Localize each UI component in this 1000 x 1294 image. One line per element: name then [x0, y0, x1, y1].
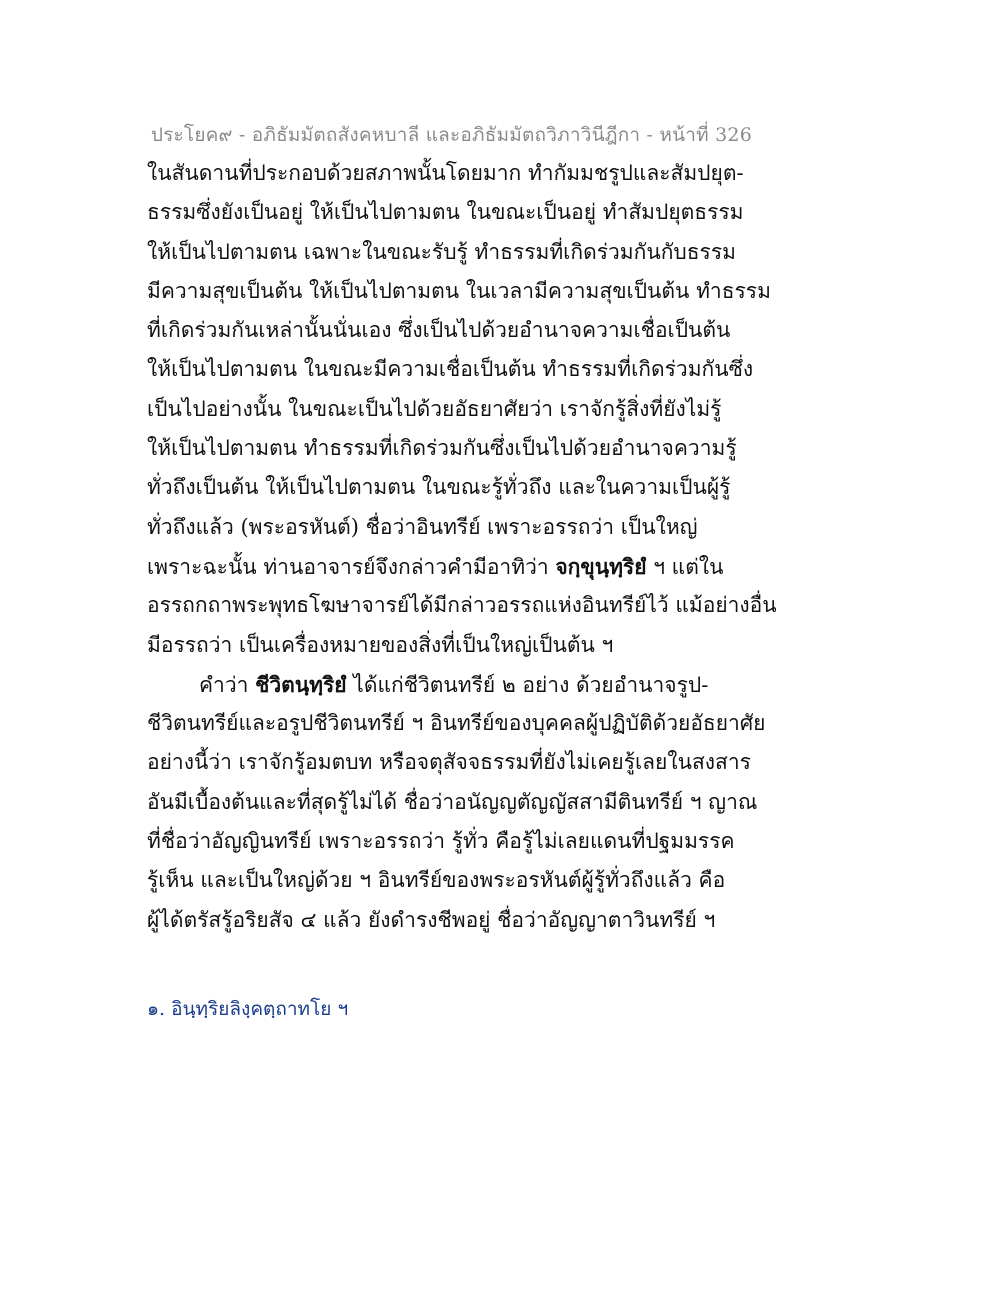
text-line: เป็นไปอย่างนั้น ในขณะเป็นไปด้วยอัธยาศัยว่า เราจักรู้สิ่งที่ยังไม่รู้	[147, 396, 722, 421]
pali-term-bold: ชีวิตนฺทฺริยํ	[255, 671, 347, 697]
text-segment: เพราะฉะนั้น ท่านอาจารย์จึงกล่าวคำมีอาทิว่า	[147, 554, 556, 579]
pali-term-bold: จกฺขุนฺทฺริยํ	[555, 553, 647, 579]
text-line: มีอรรถว่า เป็นเครื่องหมายของสิ่งที่เป็นใหญ่เป็นต้น ฯ	[147, 632, 614, 657]
text-line: อันมีเบื้องต้นและที่สุดรู้ไม่ได้ ชื่อว่าอนัญญตัญญัสสามีตินทรีย์ ฯ ญาณ	[147, 789, 758, 814]
text-line: ให้เป็นไปตามตน ทำธรรมที่เกิดร่วมกันซึ่งเป็นไปด้วยอำนาจความรู้	[147, 436, 737, 461]
running-header: ประโยค๙ - อภิธัมมัตถสังคหบาลี และอภิธัมมัตถวิภาวินีฎีกา - หน้าที่ 326	[150, 124, 752, 146]
text-line: ที่เกิดร่วมกันเหล่านั้นนั่นเอง ซึ่งเป็นไปด้วยอำนาจความเชื่อเป็นต้น	[147, 318, 731, 343]
text-line: ทั่วถึงแล้ว (พระอรหันต์) ชื่อว่าอินทรีย์ เพราะอรรถว่า เป็นใหญ่	[147, 514, 698, 539]
text-line: อรรถกถาพระพุทธโฆษาจารย์ได้มีกล่าวอรรถแห่งอินทรีย์ไว้ แม้อย่างอื่น	[147, 593, 777, 618]
text-line: ที่ชื่อว่าอัญญินทรีย์ เพราะอรรถว่า รู้ทั่ว คือรู้ไม่เลยแดนที่ปฐมมรรค	[147, 829, 735, 854]
footnote: ๑. อินฺทฺริยลิงฺคตฺถาทโย ฯ	[147, 998, 349, 1020]
text-line: อย่างนี้ว่า เราจักรู้อมตบท หรือจตุสัจจธรรมที่ยังไม่เคยรู้เลยในสงสาร	[147, 750, 751, 775]
text-line	[147, 665, 867, 704]
body-text	[147, 154, 867, 940]
text-segment: ฯ แต่ใน	[646, 554, 724, 579]
text-line: ให้เป็นไปตามตน เฉพาะในขณะรับรู้ ทำธรรมที่เกิดร่วมกันกับธรรม	[147, 239, 736, 264]
text-line: มีความสุขเป็นต้น ให้เป็นไปตามตน ในเวลามีความสุขเป็นต้น ทำธรรม	[147, 278, 771, 303]
text-segment: ได้แก่ชีวิตนทรีย์ ๒ อย่าง ด้วยอำนาจรูป-	[346, 672, 709, 697]
text-line: ให้เป็นไปตามตน ในขณะมีความเชื่อเป็นต้น ทำธรรมที่เกิดร่วมกันซึ่ง	[147, 357, 754, 382]
paragraph-1	[147, 154, 867, 665]
text-line: รู้เห็น และเป็นใหญ่ด้วย ฯ อินทรีย์ของพระอรหันต์ผู้รู้ทั่วถึงแล้ว คือ	[147, 868, 726, 893]
text-line: ผู้ได้ตรัสรู้อริยสัจ ๔ แล้ว ยังดำรงชีพอยู่ ชื่อว่าอัญญาตาวินทรีย์ ฯ	[147, 907, 716, 932]
paragraph-2	[147, 665, 867, 940]
text-line: ในสันดานที่ประกอบด้วยสภาพนั้นโดยมาก ทำกัมมชรูปและสัมปยุต-	[147, 161, 744, 185]
text-line: ชีวิตนทรีย์และอรูปชีวิตนทรีย์ ฯ อินทรีย์ของบุคคลผู้ปฏิบัติด้วยอัธยาศัย	[147, 711, 766, 736]
text-line: ทั่วถึงเป็นต้น ให้เป็นไปตามตน ในขณะรู้ทั่วถึง และในความเป็นผู้รู้	[147, 475, 731, 500]
text-line	[147, 547, 867, 586]
text-line: ธรรมซึ่งยังเป็นอยู่ ให้เป็นไปตามตน ในขณะเป็นอยู่ ทำสัมปยุตธรรม	[147, 200, 744, 225]
text-segment: คำว่า	[199, 672, 256, 697]
